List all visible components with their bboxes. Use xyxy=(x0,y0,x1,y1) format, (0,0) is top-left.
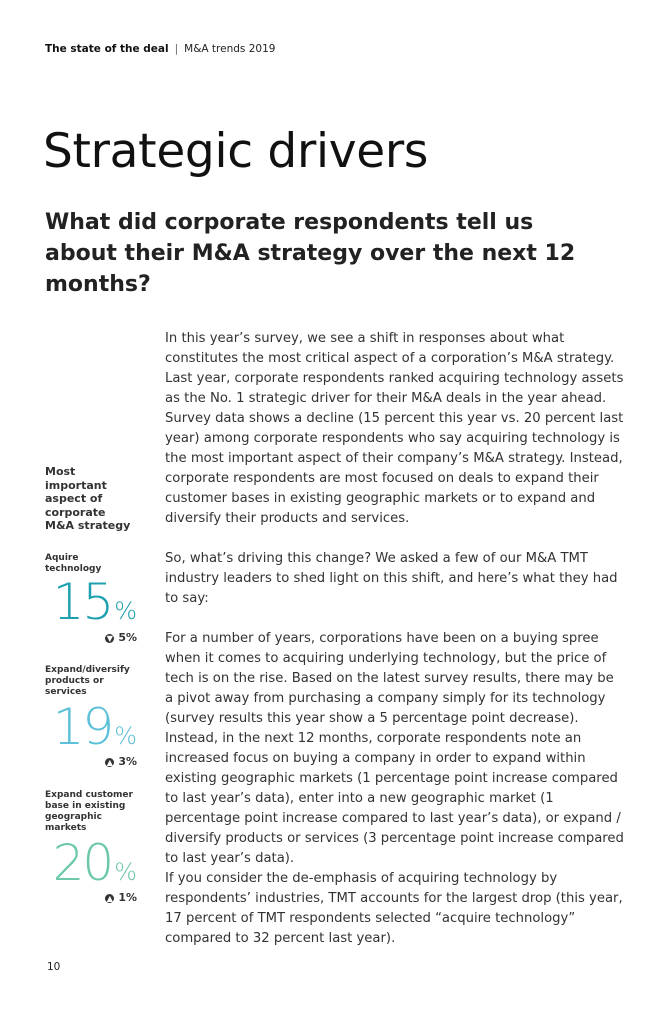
stat-acquire-technology xyxy=(45,553,137,644)
page-subtitle: What did corporate respondents tell us about their M&A strategy over the next 12 months? xyxy=(45,210,576,297)
stat-number: 20 xyxy=(52,834,113,892)
paragraph: So, what’s driving this change? We asked a few of our M&A TMT industry leaders to shed light on this shift, and here’s what they had to say: xyxy=(165,551,618,606)
stat-number: 19 xyxy=(52,698,113,756)
page-title: Strategic drivers xyxy=(43,124,429,179)
stat-change xyxy=(105,891,137,904)
stat-change xyxy=(105,631,137,644)
arrow-down-icon: ▼ xyxy=(106,634,113,643)
stat-change xyxy=(105,755,137,768)
paragraph: If you consider the de-emphasis of acquiring technology by respondents’ industries, TMT accounts for the largest drop (this year, 17 percent of TMT respondents selected “acquire technology” compared to 32 percent last year). xyxy=(165,871,623,946)
stat-value xyxy=(52,834,137,892)
header-separator: | xyxy=(174,43,179,55)
page-number: 10 xyxy=(47,961,61,973)
stat-expand-customer-base xyxy=(45,790,137,904)
stat-value xyxy=(52,573,137,631)
stat-label: Aquire technology xyxy=(45,553,102,574)
stat-change-value: 1% xyxy=(118,891,137,904)
stat-percent-sign: % xyxy=(114,597,137,625)
stat-change-value: 3% xyxy=(118,755,137,768)
stat-expand-diversify xyxy=(45,665,137,768)
stat-percent-sign: % xyxy=(114,722,137,750)
body-text xyxy=(165,329,625,949)
paragraph: For a number of years, corporations have been on a buying spree when it comes to acquiring underlying technology, but the price of tech is on the rise. Based on the latest survey results, there may be a pivot away from purchasing a company simply for its technology (survey results this year show a 5 percentage point decrease). Instead, in the next 12 months, corporate respondents note an increased focus on buying a company in order to expand within existing geographic markets (1 percentage point increase compared to last year’s data), enter into a new geographic market (1 percentage point increase compared to last year’s data), or expand / diversify products or services (3 percentage point increase compared to last year’s data). xyxy=(165,631,624,866)
sidebar-heading: Most important aspect of corporate M&A strategy xyxy=(45,465,131,532)
stat-value xyxy=(52,698,137,756)
publication-subtitle: M&A trends 2019 xyxy=(184,43,276,55)
stat-label: Expand customer base in existing geographic markets xyxy=(45,790,133,833)
stat-change-value: 5% xyxy=(118,631,137,644)
stats-sidebar xyxy=(45,465,137,904)
stat-number: 15 xyxy=(52,573,113,631)
arrow-up-icon: ▲ xyxy=(106,758,113,767)
stat-percent-sign: % xyxy=(114,858,137,886)
stat-label: Expand/diversify products or services xyxy=(45,665,130,697)
paragraph: In this year’s survey, we see a shift in responses about what constitutes the most critical aspect of a corporation’s M&A strategy. Last year, corporate respondents ranked acquiring technology assets as the No. 1 strategic driver for their M&A deals in the year ahead. Survey data shows a decline (15 percent this year vs. 20 percent last year) among corporate respondents who say acquiring technology is the most important aspect of their company’s M&A strategy. Instead, corporate respondents are most focused on deals to expand their customer bases in existing geographic markets or to expand and diversify their products and services. xyxy=(165,331,624,526)
publication-title: The state of the deal xyxy=(45,43,169,55)
arrow-up-icon: ▲ xyxy=(106,894,113,903)
running-header xyxy=(45,43,275,55)
